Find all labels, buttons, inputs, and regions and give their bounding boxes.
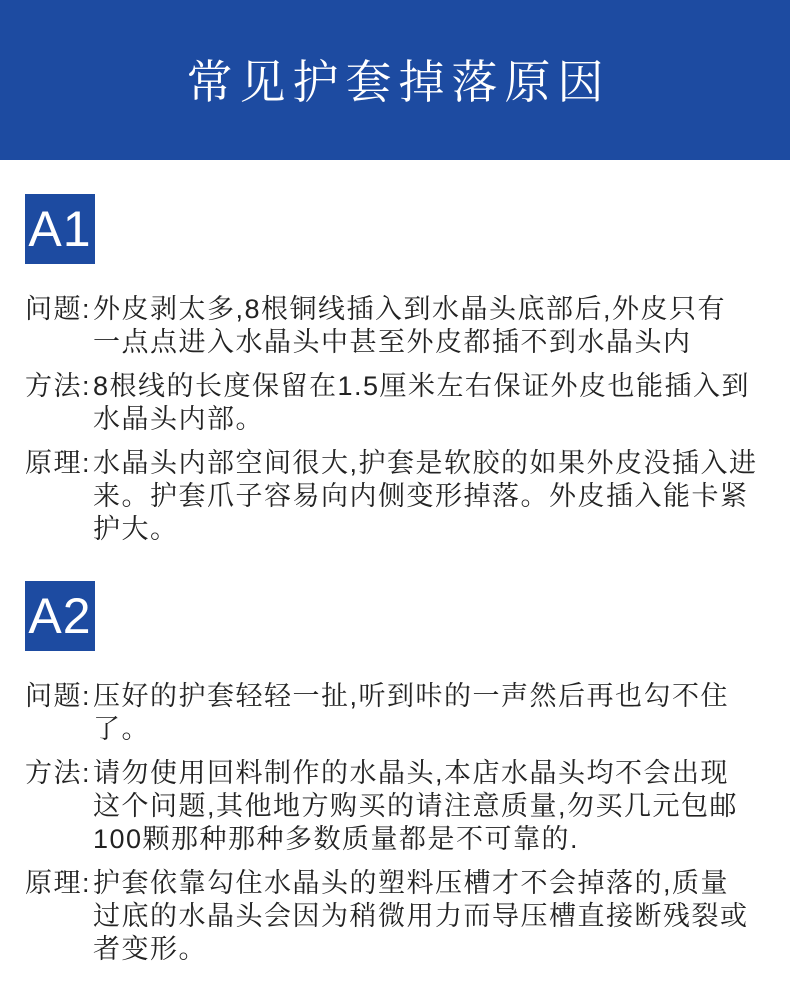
faq-item-method [25,370,780,436]
text-line: 者变形。 [93,934,207,964]
item-label: 问题: [25,681,92,711]
text-line: 了。 [93,714,150,744]
item-label: 方法: [25,758,92,788]
item-label: 原理: [25,448,92,478]
faq-list [25,293,780,546]
item-text [93,370,780,436]
item-label: 方法: [25,371,92,401]
text-line: 来。护套爪子容易向内侧变形掉落。外皮插入能卡紧 [93,481,749,511]
faq-list [25,680,780,966]
text-line: 过底的水晶头会因为稍微用力而导压槽直接断残裂或 [93,901,749,931]
text-line: 水晶头内部。 [93,404,264,434]
page-title: 常见护套掉落原因 [186,56,611,108]
section-badge: A1 [25,194,95,264]
section-a1 [0,194,790,546]
item-label: 原理: [25,868,92,898]
text-line: 100颗那种那种多数质量都是不可靠的. [93,824,580,854]
text-line: 水晶头内部空间很大,护套是软胶的如果外皮没插入进 [93,448,758,478]
faq-item-method [25,757,780,856]
item-text [93,293,780,359]
faq-item-problem [25,680,780,746]
item-text [93,867,780,966]
text-line: 8根线的长度保留在1.5厘米左右保证外皮也能插入到 [93,371,751,401]
text-line: 这个问题,其他地方购买的请注意质量,勿买几元包邮 [93,791,739,821]
faq-item-problem [25,293,780,359]
section-badge: A2 [25,581,95,651]
text-line: 护大。 [93,514,179,544]
item-text [93,680,780,746]
text-line: 护套依靠勾住水晶头的塑料压槽才不会掉落的,质量 [93,868,730,898]
item-text [93,757,780,856]
faq-item-principle [25,867,780,966]
section-a2 [0,581,790,966]
text-line: 一点点进入水晶头中甚至外皮都插不到水晶头内 [93,327,692,357]
header-banner [0,0,790,160]
item-text [93,447,780,546]
item-label: 问题: [25,294,92,324]
text-line: 压好的护套轻轻一扯,听到咔的一声然后再也勾不住 [93,681,730,711]
text-line: 请勿使用回料制作的水晶头,本店水晶头均不会出现 [93,758,730,788]
text-line: 外皮剥太多,8根铜线插入到水晶头底部后,外皮只有 [93,294,727,324]
faq-item-principle [25,447,780,546]
